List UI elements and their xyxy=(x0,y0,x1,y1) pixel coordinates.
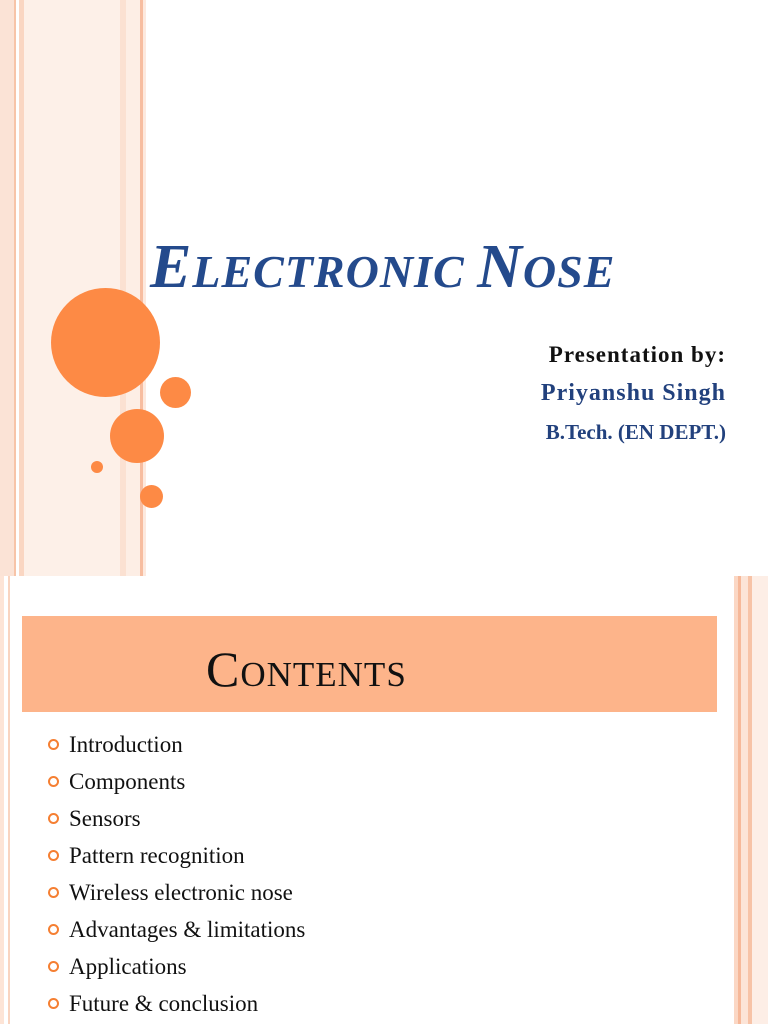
contents-banner xyxy=(22,616,717,712)
decor-stripe xyxy=(0,0,14,576)
bullet-ring-icon xyxy=(48,813,59,824)
list-item xyxy=(44,767,305,804)
decor-stripe xyxy=(126,0,140,576)
decor-stripe xyxy=(752,576,768,1024)
contents-list xyxy=(44,730,305,1024)
list-item-label: Wireless electronic nose xyxy=(69,880,293,905)
list-item-label: Advantages & limitations xyxy=(69,917,306,942)
contents-slide xyxy=(0,576,768,1024)
list-item xyxy=(44,841,305,878)
list-item-label: Applications xyxy=(69,954,187,979)
title-text: LECTRONIC xyxy=(192,246,478,297)
bullet-ring-icon xyxy=(48,850,59,861)
title-text: OSE xyxy=(522,246,616,297)
list-item xyxy=(44,730,305,767)
contents-heading: Contents xyxy=(206,641,407,697)
list-item-label: Components xyxy=(69,769,186,794)
list-item-label: Future & conclusion xyxy=(69,991,259,1016)
list-item xyxy=(44,878,305,915)
list-item xyxy=(44,804,305,841)
decor-circle-small xyxy=(91,461,103,473)
decor-circle xyxy=(160,377,191,408)
title-initial: E xyxy=(150,233,193,301)
presented-by-label: Presentation by: xyxy=(548,342,726,367)
bullet-ring-icon xyxy=(48,739,59,750)
list-item xyxy=(44,989,305,1024)
bullet-ring-icon xyxy=(48,776,59,787)
list-item-label: Sensors xyxy=(69,806,141,831)
list-item-label: Introduction xyxy=(69,732,183,757)
decor-stripe xyxy=(0,576,4,1024)
decor-stripe xyxy=(8,576,10,1024)
decor-circle xyxy=(110,409,164,463)
bullet-ring-icon xyxy=(48,998,59,1009)
bullet-ring-icon xyxy=(48,924,59,935)
list-item xyxy=(44,952,305,989)
bullet-ring-icon xyxy=(48,887,59,898)
decor-stripe xyxy=(741,576,748,1024)
title-initial: N xyxy=(477,233,523,301)
list-item xyxy=(44,915,305,952)
bullet-ring-icon xyxy=(48,961,59,972)
presenter-department: B.Tech. (EN DEPT.) xyxy=(545,420,726,444)
decor-circle-large xyxy=(51,288,160,397)
presenter-name: Priyanshu Singh xyxy=(540,380,726,406)
list-item-label: Pattern recognition xyxy=(69,843,245,868)
decor-circle xyxy=(140,485,163,508)
presentation-title xyxy=(150,232,710,303)
